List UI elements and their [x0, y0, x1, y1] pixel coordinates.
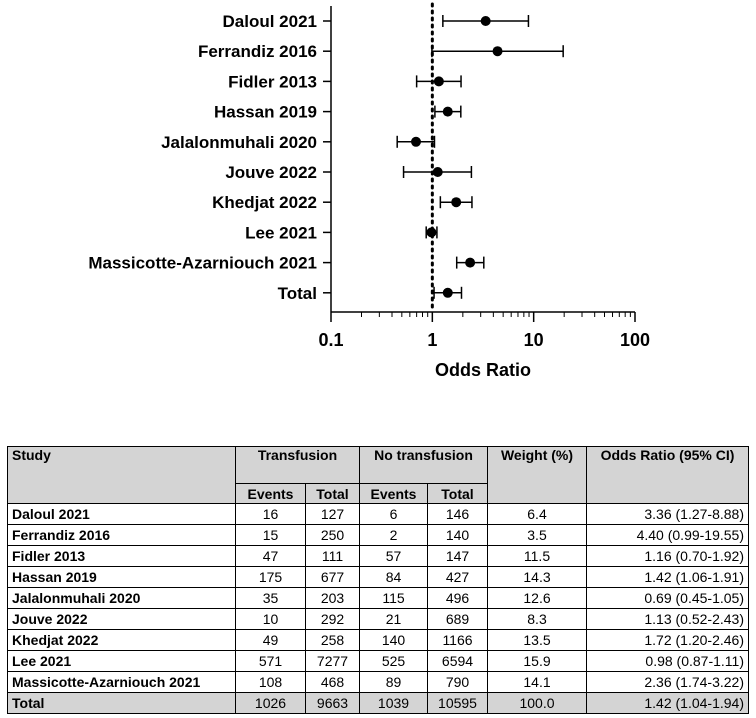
odds-ratio-cell: 0.69 (0.45-1.05) — [587, 588, 749, 609]
x-tick-label: 10 — [523, 330, 544, 350]
transfusion-events-cell: 108 — [236, 672, 306, 693]
point-estimate — [451, 197, 461, 207]
transfusion-events-cell: 1026 — [236, 693, 306, 714]
study-label: Jalalonmuhali 2020 — [161, 132, 317, 152]
odds-ratio-cell: 1.42 (1.06-1.91) — [587, 567, 749, 588]
transfusion-events-cell: 35 — [236, 588, 306, 609]
odds-ratio-cell: 1.16 (0.70-1.92) — [587, 546, 749, 567]
weight-cell: 6.4 — [488, 504, 587, 525]
header-transfusion-total: Total — [306, 484, 360, 504]
x-tick-label: 0.1 — [318, 330, 344, 350]
header-weight: Weight (%) — [488, 447, 587, 504]
x-axis-title: Odds Ratio — [434, 360, 532, 380]
table-row — [8, 651, 749, 672]
transfusion-total-cell: 9663 — [306, 693, 360, 714]
point-estimate — [443, 107, 453, 117]
study-cell: Ferrandiz 2016 — [8, 525, 236, 546]
no-transfusion-events-cell: 140 — [360, 630, 428, 651]
study-cell: Jouve 2022 — [8, 609, 236, 630]
weight-cell: 12.6 — [488, 588, 587, 609]
table-row — [8, 504, 749, 525]
table-row — [8, 672, 749, 693]
no-transfusion-events-cell: 57 — [360, 546, 428, 567]
no-transfusion-total-cell: 140 — [428, 525, 488, 546]
study-label: Khedjat 2022 — [212, 193, 317, 213]
point-estimate — [433, 167, 443, 177]
study-label: Massicotte-Azarniouch 2021 — [88, 253, 317, 273]
no-transfusion-total-cell: 689 — [428, 609, 488, 630]
study-cell: Jalalonmuhali 2020 — [8, 588, 236, 609]
no-transfusion-total-cell: 427 — [428, 567, 488, 588]
header-no-transfusion-events: Events — [360, 484, 428, 504]
weight-cell: 13.5 — [488, 630, 587, 651]
weight-cell: 8.3 — [488, 609, 587, 630]
no-transfusion-total-cell: 146 — [428, 504, 488, 525]
table-total-row — [8, 693, 749, 714]
transfusion-events-cell: 47 — [236, 546, 306, 567]
table-row — [8, 588, 749, 609]
no-transfusion-events-cell: 84 — [360, 567, 428, 588]
study-label: Ferrandiz 2016 — [197, 42, 317, 62]
study-label: Fidler 2013 — [228, 72, 317, 92]
weight-cell: 15.9 — [488, 651, 587, 672]
transfusion-total-cell: 292 — [306, 609, 360, 630]
no-transfusion-events-cell: 2 — [360, 525, 428, 546]
point-estimate — [426, 227, 436, 237]
transfusion-total-cell: 468 — [306, 672, 360, 693]
no-transfusion-events-cell: 6 — [360, 504, 428, 525]
odds-ratio-cell: 4.40 (0.99-19.55) — [587, 525, 749, 546]
study-label: Lee 2021 — [245, 223, 317, 243]
study-cell: Lee 2021 — [8, 651, 236, 672]
transfusion-events-cell: 175 — [236, 567, 306, 588]
header-no-transfusion: No transfusion — [360, 447, 488, 484]
study-label: Hassan 2019 — [213, 102, 317, 122]
study-label: Jouve 2022 — [225, 163, 317, 182]
no-transfusion-total-cell: 1166 — [428, 630, 488, 651]
transfusion-total-cell: 127 — [306, 504, 360, 525]
transfusion-total-cell: 7277 — [306, 651, 360, 672]
transfusion-total-cell: 258 — [306, 630, 360, 651]
transfusion-total-cell: 250 — [306, 525, 360, 546]
transfusion-events-cell: 49 — [236, 630, 306, 651]
no-transfusion-events-cell: 525 — [360, 651, 428, 672]
data-table — [7, 446, 749, 714]
odds-ratio-cell: 3.36 (1.27-8.88) — [587, 504, 749, 525]
weight-cell: 3.5 — [488, 525, 587, 546]
weight-cell: 14.3 — [488, 567, 587, 588]
odds-ratio-cell: 2.36 (1.74-3.22) — [587, 672, 749, 693]
study-cell: Total — [8, 693, 236, 714]
study-label: Total — [277, 283, 317, 303]
table-row — [8, 630, 749, 651]
point-estimate — [493, 46, 503, 56]
point-estimate — [411, 137, 421, 147]
no-transfusion-total-cell: 6594 — [428, 651, 488, 672]
no-transfusion-events-cell: 1039 — [360, 693, 428, 714]
odds-ratio-cell: 1.72 (1.20-2.46) — [587, 630, 749, 651]
header-odds-ratio: Odds Ratio (95% CI) — [587, 447, 749, 504]
header-transfusion: Transfusion — [236, 447, 360, 484]
x-tick-label: 1 — [427, 330, 438, 350]
transfusion-total-cell: 111 — [306, 546, 360, 567]
point-estimate — [465, 258, 475, 268]
odds-ratio-cell: 1.42 (1.04-1.94) — [587, 693, 749, 714]
study-cell: Daloul 2021 — [8, 504, 236, 525]
study-cell: Fidler 2013 — [8, 546, 236, 567]
point-estimate — [481, 16, 491, 26]
study-cell: Khedjat 2022 — [8, 630, 236, 651]
table-row — [8, 525, 749, 546]
study-cell: Massicotte-Azarniouch 2021 — [8, 672, 236, 693]
table-row — [8, 609, 749, 630]
no-transfusion-events-cell: 21 — [360, 609, 428, 630]
study-cell: Hassan 2019 — [8, 567, 236, 588]
no-transfusion-total-cell: 496 — [428, 588, 488, 609]
transfusion-events-cell: 16 — [236, 504, 306, 525]
no-transfusion-total-cell: 790 — [428, 672, 488, 693]
table-row — [8, 546, 749, 567]
transfusion-events-cell: 571 — [236, 651, 306, 672]
transfusion-total-cell: 677 — [306, 567, 360, 588]
header-transfusion-events: Events — [236, 484, 306, 504]
no-transfusion-total-cell: 10595 — [428, 693, 488, 714]
header-study: Study — [8, 447, 236, 504]
study-label: Daloul 2021 — [222, 12, 317, 31]
odds-ratio-cell: 1.13 (0.52-2.43) — [587, 609, 749, 630]
weight-cell: 11.5 — [488, 546, 587, 567]
point-estimate — [434, 76, 444, 86]
no-transfusion-total-cell: 147 — [428, 546, 488, 567]
table-row — [8, 567, 749, 588]
odds-ratio-cell: 0.98 (0.87-1.11) — [587, 651, 749, 672]
x-tick-label: 100 — [619, 330, 651, 350]
header-no-transfusion-total: Total — [428, 484, 488, 504]
transfusion-events-cell: 15 — [236, 525, 306, 546]
weight-cell: 14.1 — [488, 672, 587, 693]
transfusion-events-cell: 10 — [236, 609, 306, 630]
no-transfusion-events-cell: 89 — [360, 672, 428, 693]
no-transfusion-events-cell: 115 — [360, 588, 428, 609]
transfusion-total-cell: 203 — [306, 588, 360, 609]
weight-cell: 100.0 — [488, 693, 587, 714]
point-estimate — [443, 288, 453, 298]
